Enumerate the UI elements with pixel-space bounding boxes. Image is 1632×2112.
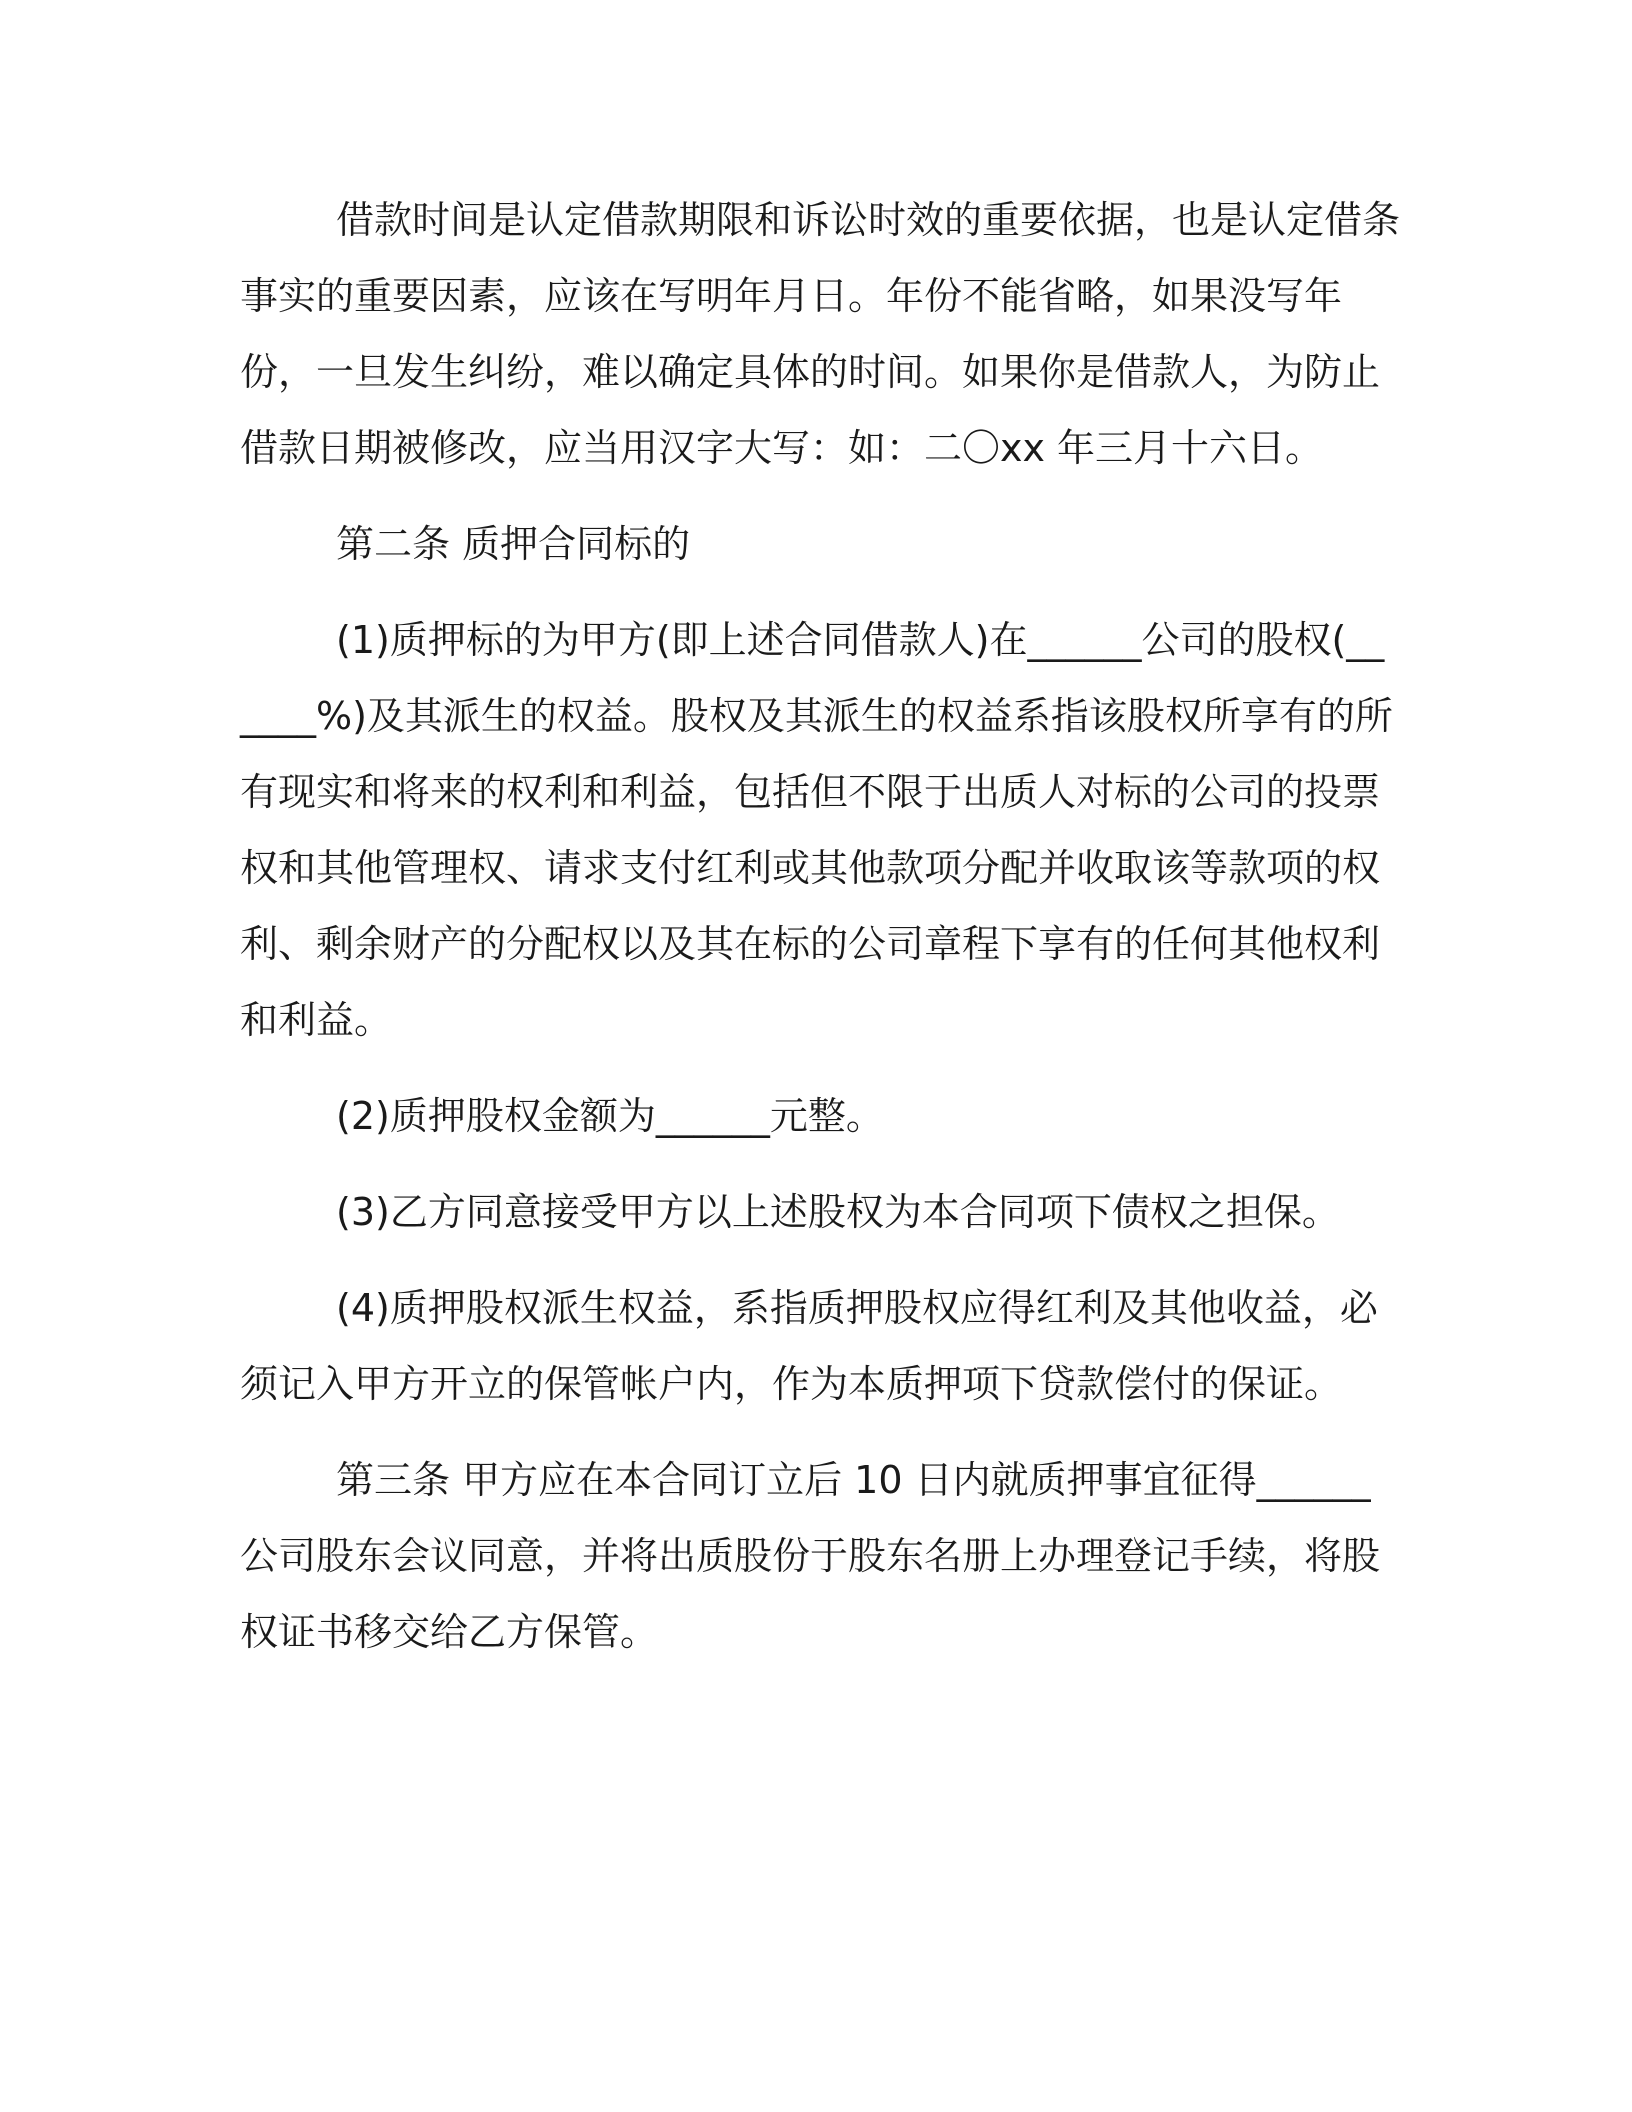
- clause-2-1: (1)质押标的为甲方(即上述合同借款人)在______公司的股权(______%)及其派生的权益。股权及其派生的权益系指该股权所享有的所有现实和将来的权利和利益，包括但不限于出质人对标的公司的投票权和其他管理权、请求支付红利或其他款项分配并收取该等款项的权利、剩余财产的分配权以及其在标的公司章程下享有的任何其他权利和利益。: [240, 618, 1393, 1042]
- clause-2-4: (4)质押股权派生权益，系指质押股权应得红利及其他收益，必须记入甲方开立的保管帐户内，作为本质押项下贷款偿付的保证。: [240, 1286, 1378, 1406]
- clause-2-2: (2)质押股权金额为______元整。: [336, 1094, 884, 1138]
- article-2-heading: 第二条 质押合同标的: [336, 522, 691, 566]
- clause-2-3: (3)乙方同意接受甲方以上述股权为本合同项下债权之担保。: [336, 1190, 1340, 1234]
- document-body: [240, 182, 1400, 1690]
- article-3: 第三条 甲方应在本合同订立后 10 日内就质押事宜征得______公司股东会议同意，并将出质股份于股东名册上办理登记手续，将股权证书移交给乙方保管。: [240, 1458, 1381, 1654]
- paragraph-loan-date-note: 借款时间是认定借款期限和诉讼时效的重要依据，也是认定借条事实的重要因素，应该在写明年月日。年份不能省略，如果没写年份，一旦发生纠纷，难以确定具体的时间。如果你是借款人，为防止借款日期被修改，应当用汉字大写：如：二〇xx 年三月十六日。: [240, 198, 1401, 470]
